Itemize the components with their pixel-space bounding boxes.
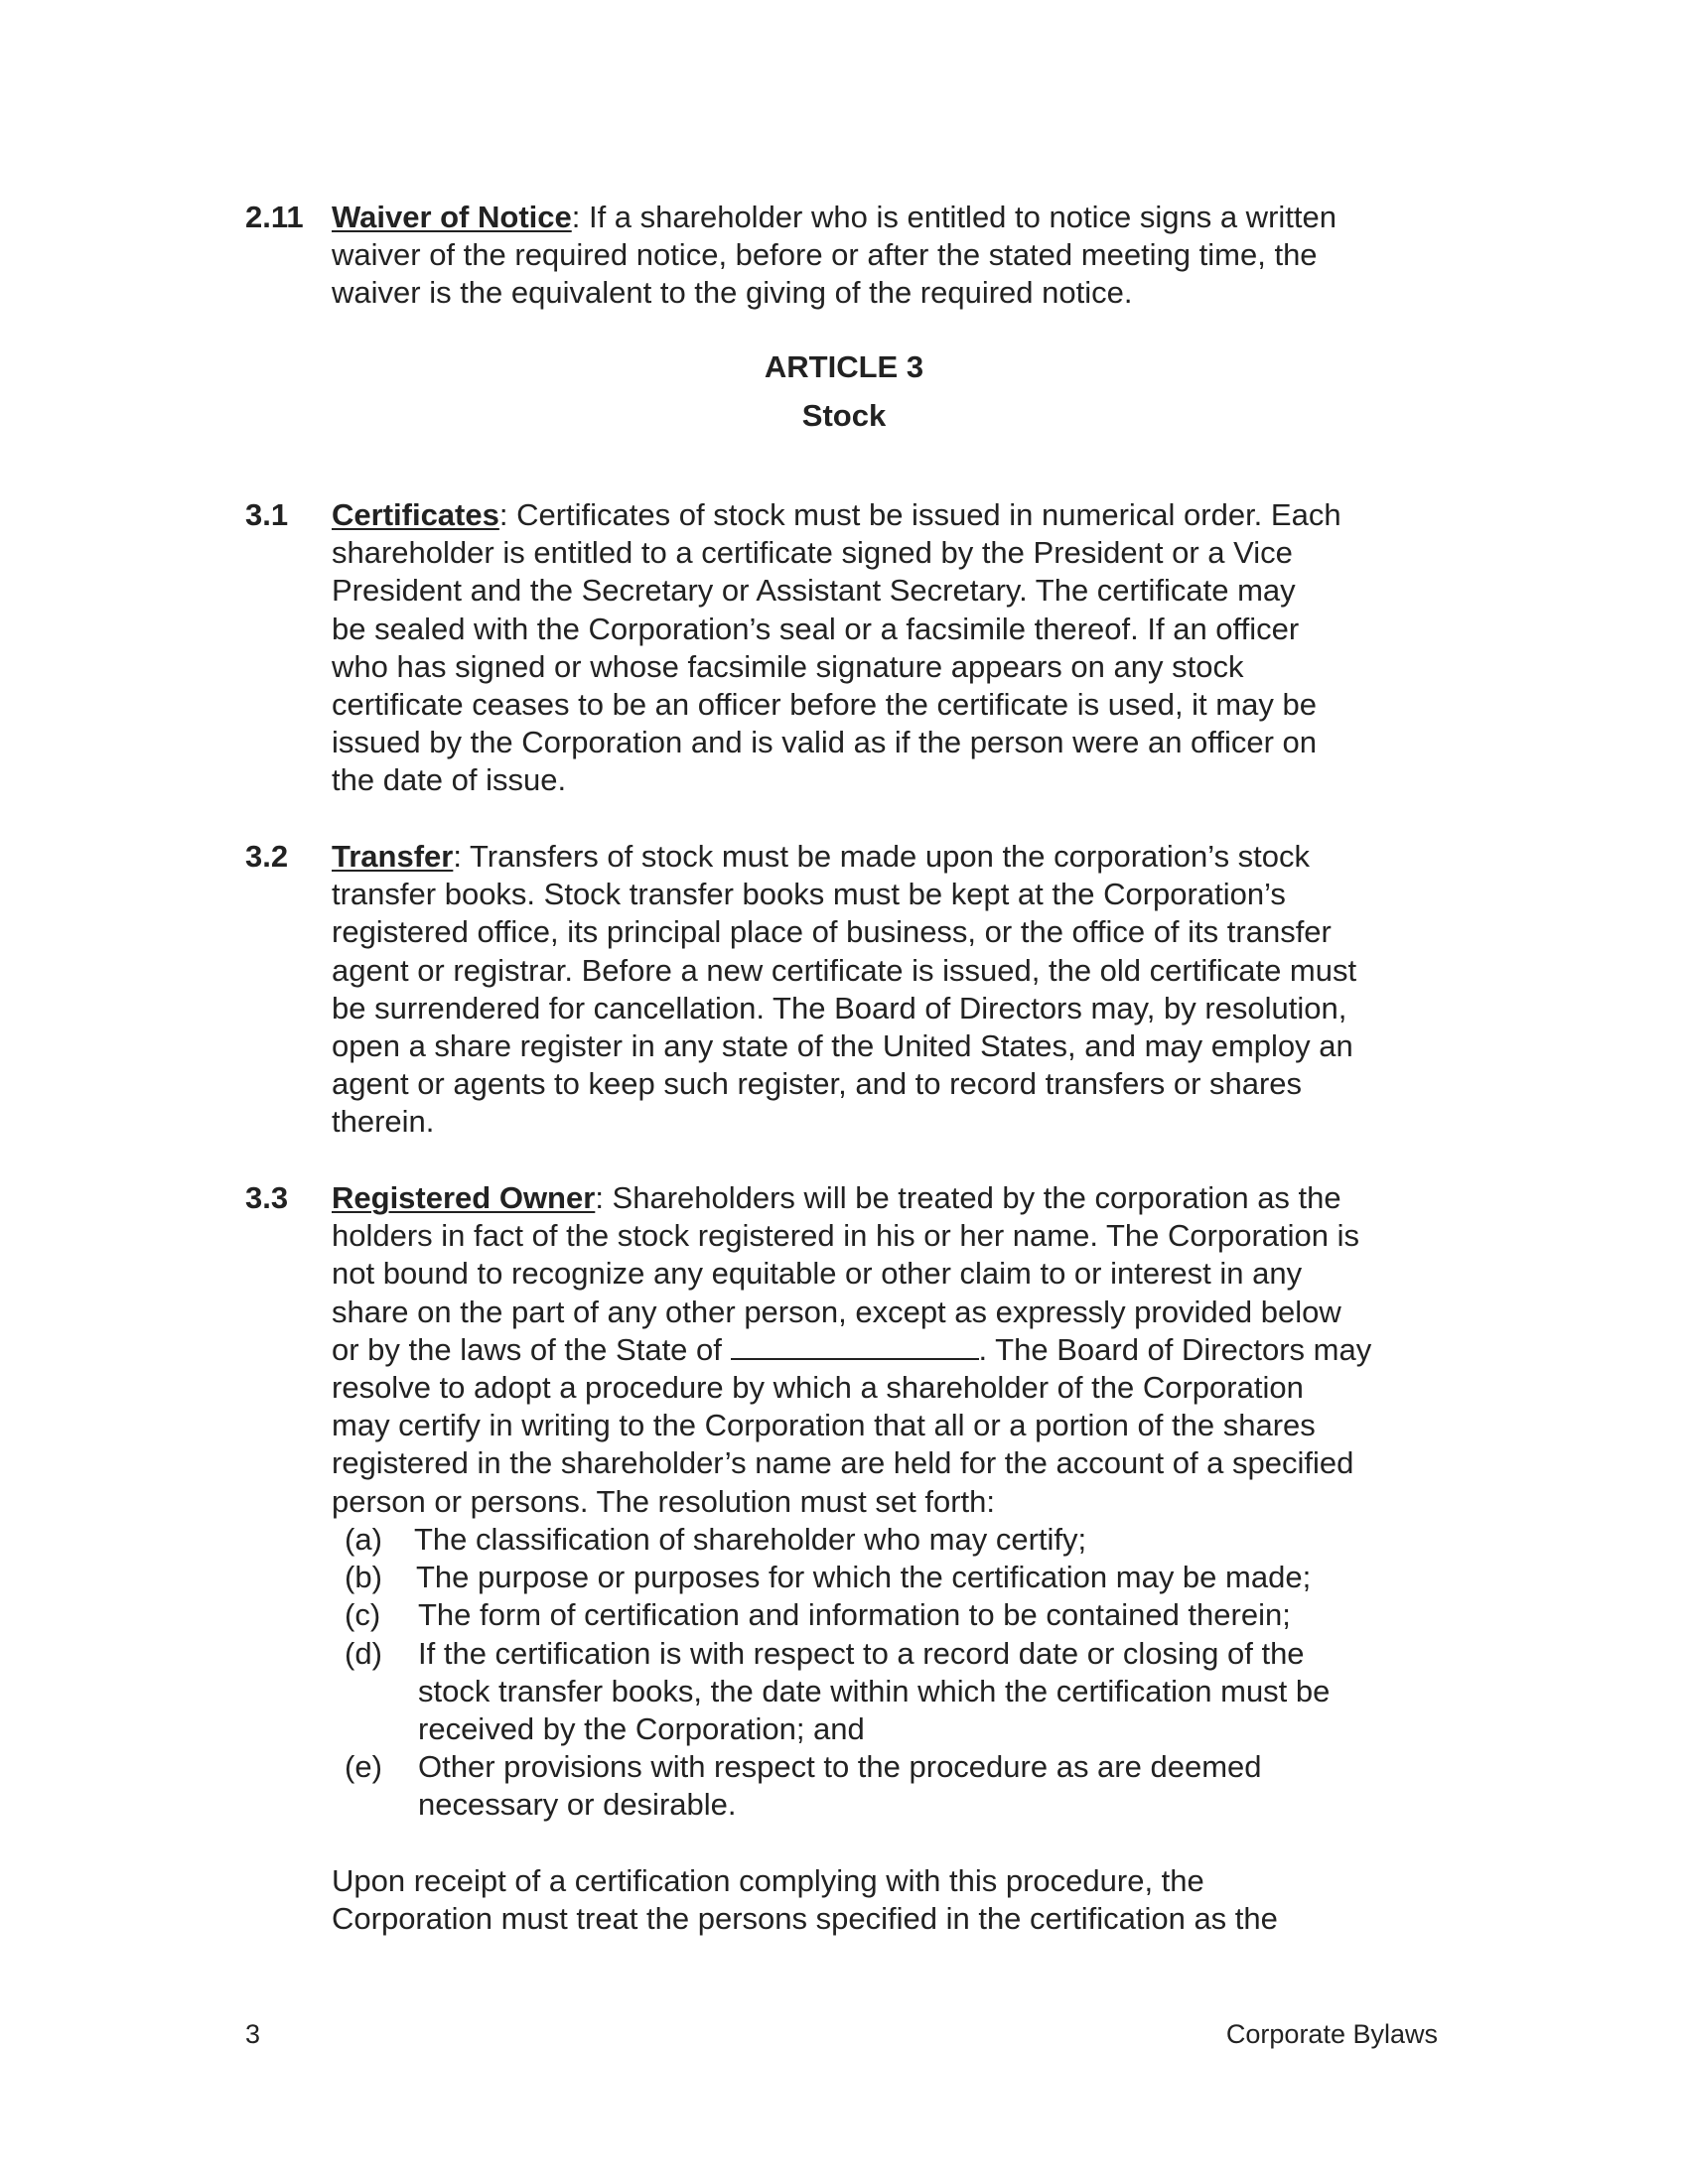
section-line: issued by the Corporation and is valid as if the person were an officer on (332, 725, 1317, 760)
paragraph-line: Corporation must treat the persons specified in the certification as the (332, 1901, 1278, 1937)
section-line: resolve to adopt a procedure by which a shareholder of the Corporation (332, 1370, 1304, 1406)
section-body (332, 496, 1437, 800)
section-line: holders in fact of the stock registered in his or her name. The Corporation is (332, 1218, 1360, 1254)
section-line: waiver of the required notice, before or after the stated meeting time, the (332, 237, 1318, 273)
list-item (345, 1559, 1437, 1596)
section-line: who has signed or whose facsimile signature appears on any stock (332, 648, 1244, 684)
list-text: Other provisions with respect to the procedure as are deemed necessary or desirable. (418, 1749, 1262, 1823)
section-title: Waiver of Notice (332, 200, 572, 234)
article-heading: ARTICLE 3 (764, 349, 924, 384)
list-text: The classification of shareholder who may certify; (414, 1522, 1087, 1557)
section-line: shareholder is entitled to a certificate signed by the President or a Vice (332, 535, 1293, 571)
section-title: Certificates (332, 497, 499, 532)
section-line: open a share register in any state of the United States, and may employ an (332, 1028, 1353, 1064)
list-label: (a) (345, 1522, 382, 1557)
section-number: 2.11 (245, 200, 304, 234)
section-line: President and the Secretary or Assistant Secretary. The certificate may (332, 573, 1296, 609)
list-item (345, 1748, 1437, 1824)
footer-doc-title: Corporate Bylaws (1225, 2019, 1438, 2049)
section-line: Transfer: Transfers of stock must be made upon the corporation’s stock (332, 839, 1311, 874)
section-line: certificate ceases to be an officer before the certificate is used, it may be (332, 687, 1317, 723)
procedure-list (345, 1521, 1437, 1825)
section-number: 3.1 (245, 497, 289, 532)
section-line: waiver is the equivalent to the giving of the required notice. (332, 275, 1133, 311)
section-line: the date of issue. (332, 762, 567, 798)
article-subheading: Stock (801, 398, 887, 433)
section-line: agent or registrar. Before a new certificate is issued, the old certificate must (332, 952, 1357, 988)
section-number: 3.3 (245, 1180, 289, 1215)
section-line: registered office, its principal place of business, or the office of its transfer (332, 914, 1332, 950)
section-line: Certificates: Certificates of stock must be issued in numerical order. Each (332, 497, 1341, 532)
section-line: Waiver of Notice: If a shareholder who is entitled to notice signs a written (332, 200, 1336, 234)
section-line: may certify in writing to the Corporation that all or a portion of the shares (332, 1408, 1316, 1443)
list-text: The form of certification and information to be contained therein; (418, 1597, 1291, 1633)
section-line: transfer books. Stock transfer books must be kept at the Corporation’s (332, 877, 1286, 912)
section-line: be surrendered for cancellation. The Board of Directors may, by resolution, (332, 990, 1347, 1025)
list-label: (d) (345, 1635, 382, 1671)
list-item (345, 1596, 1437, 1634)
list-label: (e) (345, 1749, 382, 1785)
section-line: be sealed with the Corporation’s seal or a facsimile thereof. If an officer (332, 611, 1300, 646)
section-line: share on the part of any other person, except as expressly provided below (332, 1294, 1341, 1329)
section-line: person or persons. The resolution must set forth: (332, 1483, 995, 1519)
closing-paragraph (332, 1862, 1437, 1938)
section-line: Registered Owner: Shareholders will be treated by the corporation as the (332, 1180, 1341, 1215)
section-number: 3.2 (245, 839, 289, 874)
list-label: (c) (345, 1597, 381, 1633)
section-line: not bound to recognize any equitable or other claim to or interest in any (332, 1256, 1303, 1292)
paragraph-line: Upon receipt of a certification complying with this procedure, the (332, 1863, 1204, 1898)
section-line: therein. (332, 1104, 435, 1140)
fill-in-blank[interactable] (731, 1332, 979, 1360)
section-line: registered in the shareholder’s name are held for the account of a specified (332, 1445, 1354, 1481)
section-title: Registered Owner (332, 1180, 596, 1215)
list-text: The purpose or purposes for which the certification may be made; (416, 1560, 1312, 1595)
list-item (345, 1635, 1437, 1749)
list-label: (b) (345, 1560, 382, 1595)
section-body (332, 199, 1437, 313)
list-text: If the certification is with respect to a record date or closing of the stock transfer books, the date within which the certification must be received by the Corporation; and (418, 1635, 1331, 1747)
section-title: Transfer (332, 839, 454, 874)
section-line: agent or agents to keep such register, and to record transfers or shares (332, 1066, 1303, 1102)
list-item (345, 1521, 1437, 1559)
section-body (332, 838, 1437, 1142)
section-line-with-blank: or by the laws of the State of . The Board of Directors may (332, 1331, 1372, 1367)
page-number: 3 (245, 2019, 261, 2049)
section-body (332, 1179, 1437, 1521)
